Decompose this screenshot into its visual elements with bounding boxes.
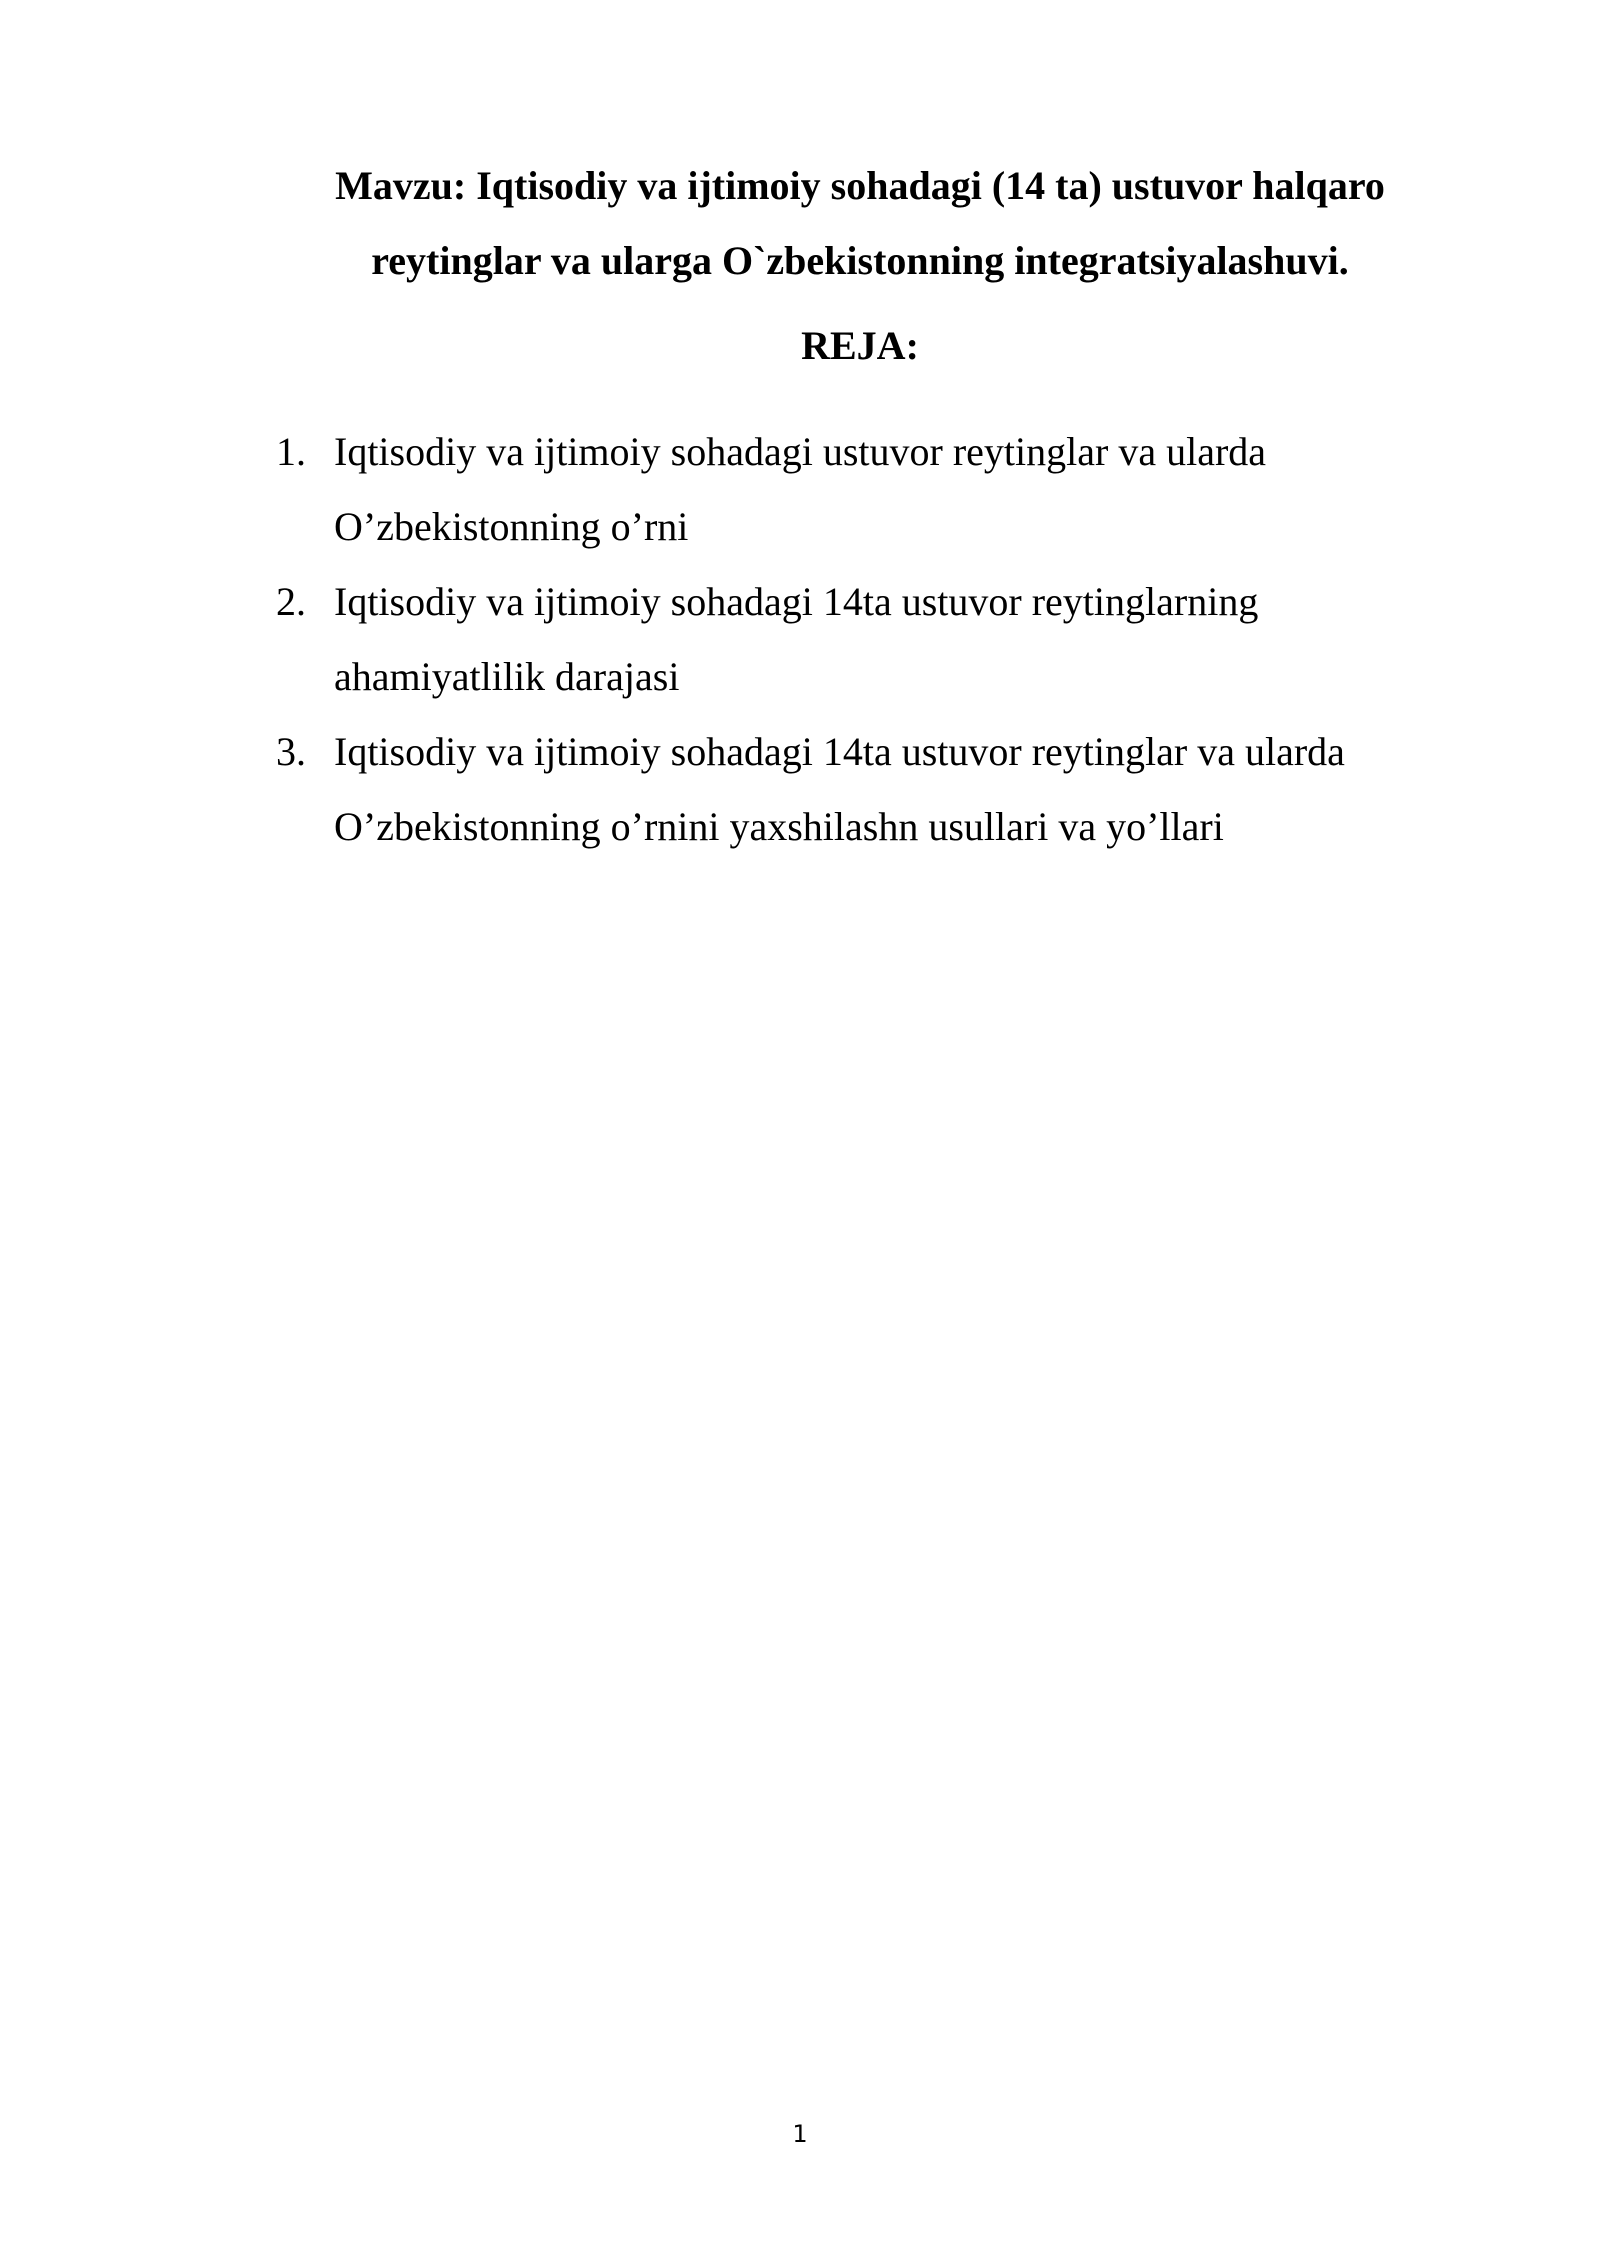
title-line: Mavzu: Iqtisodiy va ijtimoiy sohadagi (14 ta) ustuvor halqaro xyxy=(335,163,1385,208)
page-number: 1 xyxy=(792,2120,808,2148)
title-line: reytinglar va ularga O`zbekistonning integratsiyalashuvi. xyxy=(371,238,1349,283)
plan-item-text: Iqtisodiy va ijtimoiy sohadagi 14ta ustuvor reytinglarning xyxy=(334,579,1259,624)
plan-heading: REJA: xyxy=(801,323,919,368)
plan-item-text: ahamiyatlilik darajasi xyxy=(334,654,680,699)
plan-item xyxy=(270,414,1500,564)
plan-item-number: 2. xyxy=(276,579,306,624)
plan-item-text: Iqtisodiy va ijtimoiy sohadagi 14ta ustuvor reytinglar va ularda xyxy=(334,729,1345,774)
plan-item xyxy=(270,564,1500,714)
document-title xyxy=(240,148,1480,298)
plan-item-text: O’zbekistonning o’rni xyxy=(334,504,689,549)
plan-item xyxy=(270,714,1500,864)
plan-item-text: O’zbekistonning o’rnini yaxshilashn usullari va yo’llari xyxy=(334,804,1224,849)
plan-list xyxy=(270,414,1500,864)
plan-item-number: 1. xyxy=(276,429,306,474)
plan-item-text: Iqtisodiy va ijtimoiy sohadagi ustuvor reytinglar va ularda xyxy=(334,429,1267,474)
plan-item-number: 3. xyxy=(276,729,306,774)
